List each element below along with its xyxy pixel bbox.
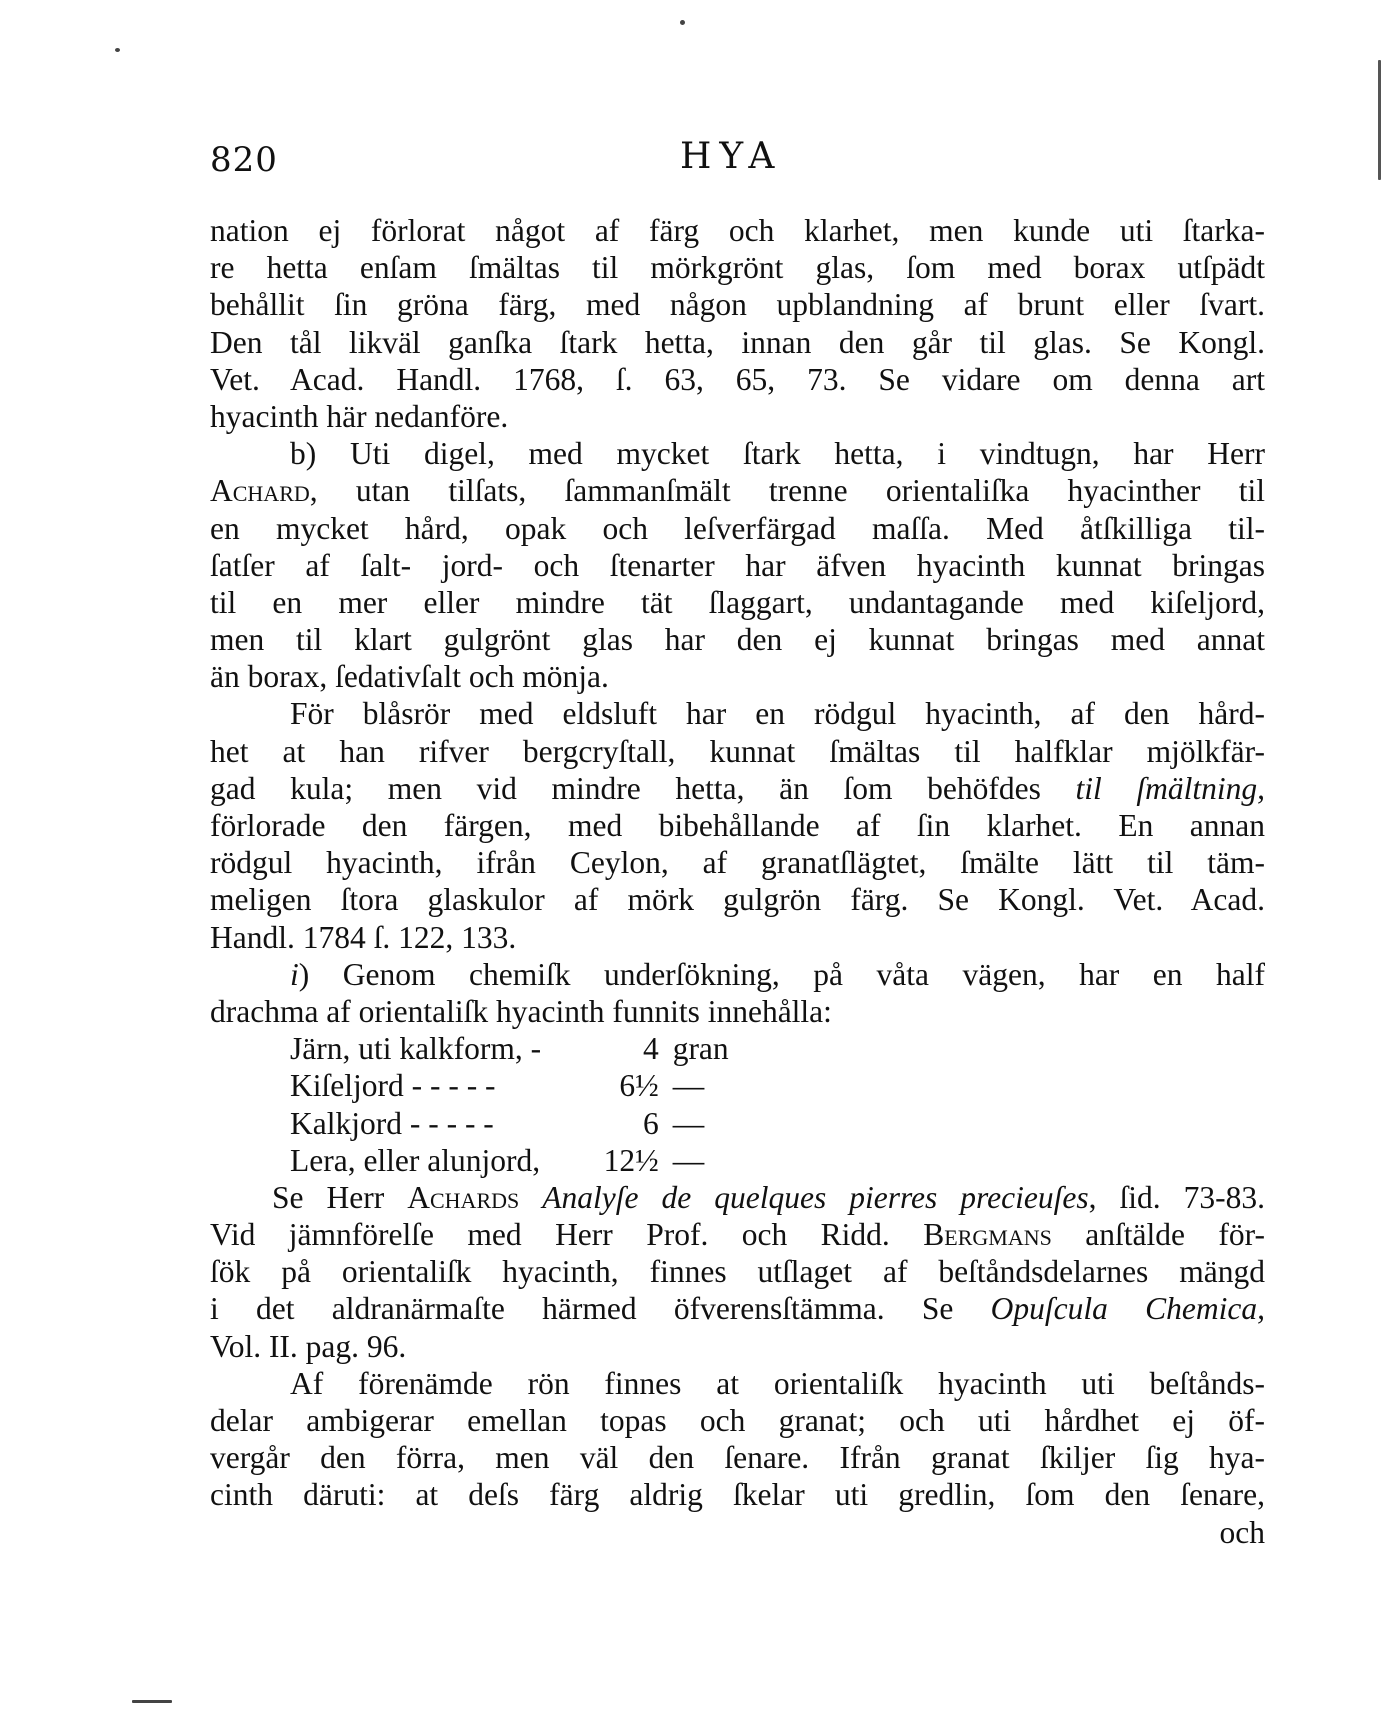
text-line: För blåsrör med eldsluft har en rödgul hyacinth, af den hård- (290, 696, 1265, 732)
text-line: Af förenämde rön finnes at orientaliſk hyacinth uti beſtånds- (290, 1365, 1265, 1401)
text-line: rödgul hyacinth, ifrån Ceylon, af granatſlägtet, ſmälte lätt til täm- (210, 845, 1265, 881)
person-name: Bergmans (923, 1217, 1052, 1253)
catchword: och (1219, 1514, 1265, 1550)
component-unit: — (672, 1105, 705, 1141)
text-line: nation ej förlorat något af färg och klarhet, men kunde uti ſtarka- (210, 213, 1265, 248)
list-item (290, 1030, 760, 1067)
text-line: men til klart gulgrönt glas har den ej kunnat bringas med annat (210, 622, 1265, 658)
text-line: Handl. 1784 ſ. 122, 133. (210, 919, 517, 955)
paragraph-conclusion (210, 1365, 1265, 1551)
text-line: i det aldranärmaſte härmed öfverensſtämma. Se Opuſcula Chemica, (210, 1291, 1265, 1327)
text-line: i) Genom chemiſk underſökning, på våta vägen, har en half (290, 956, 1265, 992)
book-title: Analyſe de quelques pierres precieuſes (542, 1179, 1089, 1215)
text-line: än borax, ſedativſalt och mönja. (210, 659, 609, 695)
text-line: Achard, utan tilſats, ſammanſmält trenne orientaliſka hyacinther til (210, 473, 1265, 509)
text-line: behållit ſin gröna färg, med någon upblandning af brunt eller ſvart. (210, 287, 1265, 323)
section-label: i (290, 956, 299, 992)
text-line: meligen ſtora glaskulor af mörk gulgrön färg. Se Kongl. Vet. Acad. (210, 882, 1265, 918)
italic-phrase: til ſmältning, (1075, 770, 1265, 806)
paragraph-b (210, 435, 1265, 695)
text-line: drachma af orientaliſk hyacinth funnits innehålla: (210, 993, 832, 1029)
text-line: Se Herr Achards Analyſe de quelques pierres precieuſes, ſid. 73-83. (272, 1179, 1265, 1215)
text-line: ſök på orientaliſk hyacinth, finnes utſlaget af beſtåndsdelarnes mängd (210, 1254, 1265, 1290)
text-line: het at han rifver bergcryſtall, kunnat ſmältas til halfklar mjölkfär- (210, 733, 1265, 769)
component-name: Järn, uti kalkform, - (290, 1031, 542, 1067)
text-line: re hetta enſam ſmältas til mörkgrönt glas, ſom med borax utſpädt (210, 250, 1265, 286)
component-quantity: 6 (642, 1105, 659, 1141)
component-name: Lera, eller alunjord, (290, 1142, 541, 1178)
running-head: HYA (680, 136, 783, 177)
paragraph-blowpipe (210, 695, 1265, 955)
text-line: en mycket hård, opak och leſverfärgad maſſa. Med åtſkilliga til- (210, 510, 1265, 546)
component-name: Kiſeljord - - - - - (290, 1068, 496, 1104)
person-name: Achards (407, 1179, 520, 1215)
text-line: Den tål likväl ganſka ſtark hetta, innan den går til glas. Se Kongl. (210, 324, 1265, 360)
list-item (290, 1105, 760, 1142)
component-quantity: 4 (642, 1031, 659, 1067)
list-item (290, 1067, 760, 1104)
component-quantity: 6½ (619, 1068, 659, 1104)
person-name: Achard (210, 473, 310, 509)
component-unit: — (672, 1142, 705, 1178)
paragraph-continuation (210, 212, 1265, 435)
text-line: til en mer eller mindre tät ſlaggart, undantagande med kiſeljord, (210, 584, 1265, 620)
list-item (290, 1142, 760, 1179)
paragraph-i (210, 956, 1265, 1030)
scan-speck (1378, 60, 1381, 180)
text-line: förlorade den färgen, med bibehållande af ſin klarhet. En annan (210, 808, 1265, 843)
paragraph-references (210, 1179, 1265, 1365)
text-line: delar ambigerar emellan topas och granat; och uti hårdhet ej öf- (210, 1403, 1265, 1438)
text-line: Vol. II. pag. 96. (210, 1328, 407, 1364)
book-title: Opuſcula Chemica, (990, 1291, 1265, 1327)
text-line: vergår den förra, men väl den ſenare. Ifrån granat ſkiljer ſig hya- (210, 1440, 1265, 1476)
text-line: gad kula; men vid mindre hetta, än ſom behöfdes til ſmältning, (210, 770, 1265, 806)
page-number: 820 (210, 140, 278, 180)
body-text (210, 212, 1265, 1551)
page-header (210, 136, 1270, 192)
component-quantity: 12½ (603, 1142, 659, 1178)
text-line: ſatſer af ſalt- jord- och ſtenarter har äfven hyacinth kunnat bringas (210, 547, 1265, 583)
text-line: cinth däruti: at deſs färg aldrig ſkelar uti gredlin, ſom den ſenare, (210, 1477, 1265, 1513)
text-line: Vid jämnförelſe med Herr Prof. och Ridd. Bergmans anſtälde för- (210, 1217, 1265, 1253)
text-line: Vet. Acad. Handl. 1768, ſ. 63, 65, 73. Se vidare om denna art (210, 361, 1265, 397)
composition-list (290, 1030, 760, 1179)
scan-speck (132, 1700, 172, 1703)
component-unit: gran (672, 1031, 729, 1067)
component-name: Kalkjord - - - - - (290, 1105, 494, 1141)
scan-speck (680, 20, 685, 25)
component-unit: — (672, 1068, 705, 1104)
scan-speck (115, 48, 120, 52)
text-line: hyacinth här nedanföre. (210, 398, 509, 434)
text-line: b) Uti digel, med mycket ſtark hetta, i vindtugn, har Herr (290, 436, 1265, 472)
